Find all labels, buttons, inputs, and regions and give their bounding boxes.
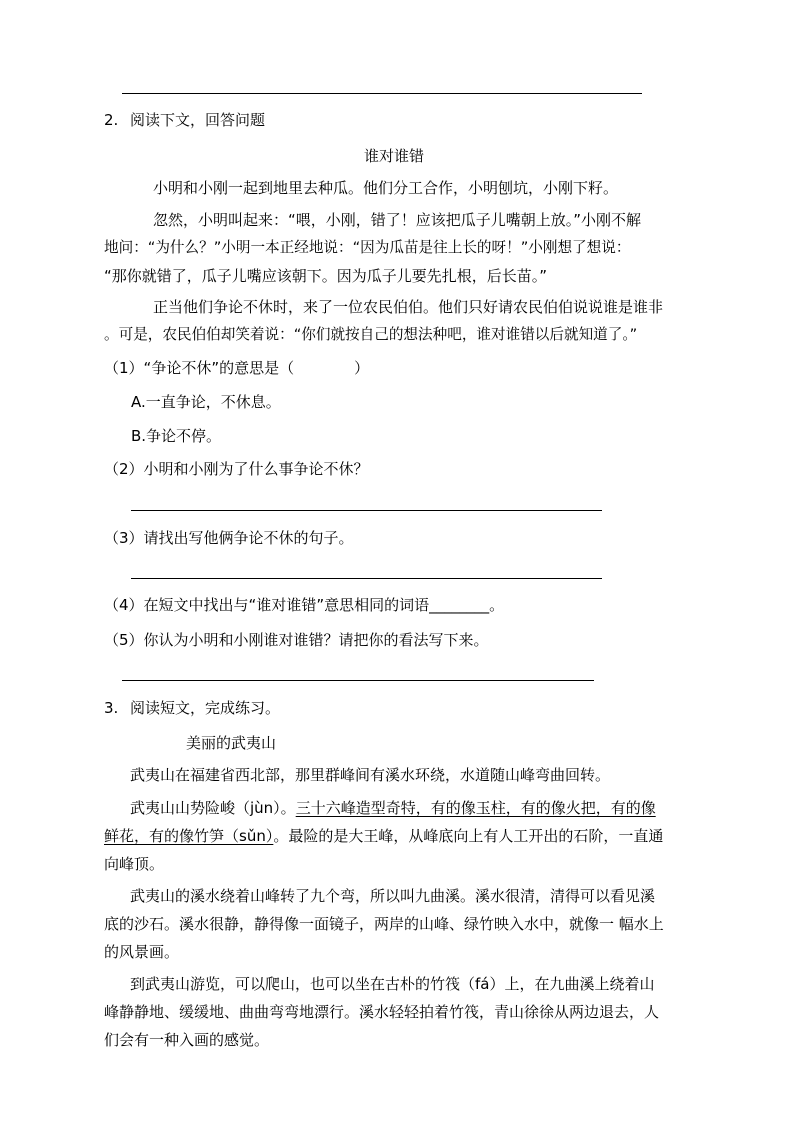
q3-underlined-sentence-part-1: 三十六峰造型奇特，有的像玉柱，有的像火把，有的像 [295, 799, 656, 817]
answer-line-q2-2 [131, 510, 602, 511]
q3-paragraph-3-line-1: 武夷山的溪水绕着山峰转了九个弯，所以叫九曲溪。溪水很清，清得可以看见溪 [130, 887, 656, 905]
q2-paragraph-3-line-1: 正当他们争论不休时，来了一位农民伯伯。他们只好请农民伯伯说说谁是谁非 [153, 298, 664, 316]
q2-sub-question-4-end: 。 [489, 596, 505, 614]
q3-prompt: 阅读短文，完成练习。 [130, 699, 281, 717]
q2-passage-title: 谁对谁错 [364, 147, 425, 165]
q2-paragraph-2-line-3: “那你就错了，瓜子儿嘴应该朝下。因为瓜子儿要先扎根，后长苗。” [104, 267, 548, 285]
q3-paragraph-3-line-2: 底的沙石。溪水很静，静得像一面镜子，两岸的山峰、绿竹映入水中，就像一 幅水上 [104, 915, 664, 933]
q2-paragraph-1: 小明和小刚一起到地里去种瓜。他们分工合作，小明刨坑，小刚下籽。 [153, 179, 619, 197]
answer-line-q2-3 [131, 578, 602, 579]
q3-paragraph-4-line-1: 到武夷山游览，可以爬山，也可以坐在古朴的竹筏（fá）上，在九曲溪上绕着山 [130, 975, 655, 993]
q2-option-b: B.争论不停。 [131, 427, 222, 445]
q2-paragraph-3-line-2: 。可是，农民伯伯却笑着说：“你们就按自己的想法种吧，谁对谁错以后就知道了。” [104, 326, 638, 343]
q3-paragraph-2-text: 武夷山山势险峻（jùn）。 [130, 799, 296, 817]
q3-paragraph-2-continuation: 。最险的是大王峰，从峰底向上有人工开出的石阶，一直通 [273, 827, 664, 845]
q3-paragraph-2-line-3: 向峰顶。 [104, 855, 165, 873]
q3-paragraph-2-line-2 [104, 826, 663, 846]
q3-underlined-sentence-part-2: 鲜花，有的像竹笋（sǔn） [104, 827, 274, 845]
q2-sub-question-2: （2）小明和小刚为了什么事争论不休？ [104, 460, 369, 478]
q2-option-a: A.一直争论，不休息。 [131, 393, 281, 411]
q2-sub-question-5: （5）你认为小明和小刚谁对谁错？请把你的看法写下来。 [104, 631, 489, 649]
q2-sub-question-4-blank: ________ [429, 596, 490, 614]
q2-sub-question-4 [104, 595, 504, 615]
q2-number: 2. [104, 111, 119, 129]
q2-sub-question-4-text: （4）在短文中找出与“谁对谁错”意思相同的词语 [104, 596, 430, 614]
answer-line-top [122, 93, 642, 94]
q3-paragraph-2-line-1 [130, 798, 656, 818]
answer-line-q2-5 [122, 680, 594, 681]
q2-paragraph-2-line-2: 地问：“为什么？”小明一本正经地说：“因为瓜苗是往上长的呀！”小刚想了想说： [104, 239, 631, 256]
q3-paragraph-4-line-3: 们会有一种入画的感觉。 [104, 1031, 270, 1049]
q3-paragraph-1: 武夷山在福建省西北部，那里群峰间有溪水环绕，水道随山峰弯曲回转。 [130, 766, 611, 784]
q3-paragraph-3-line-3: 的风景画。 [104, 943, 180, 961]
q3-passage-title: 美丽的武夷山 [186, 734, 277, 752]
q3-number: 3. [104, 699, 119, 717]
q2-prompt: 阅读下文，回答问题 [130, 111, 266, 129]
q2-sub-question-3: （3）请找出写他俩争论不休的句子。 [104, 529, 354, 547]
q3-paragraph-4-line-2: 峰静静地、缓缓地、曲曲弯弯地漂行。溪水轻轻拍着竹筏，青山徐徐从两边退去，人 [104, 1003, 660, 1021]
q2-paragraph-2-line-1: 忽然，小明叫起来：“喂，小刚，错了！应该把瓜子儿嘴朝上放。”小刚不解 [153, 211, 642, 229]
q2-sub-question-1: （1）“争论不休”的意思是（ ） [104, 359, 370, 377]
